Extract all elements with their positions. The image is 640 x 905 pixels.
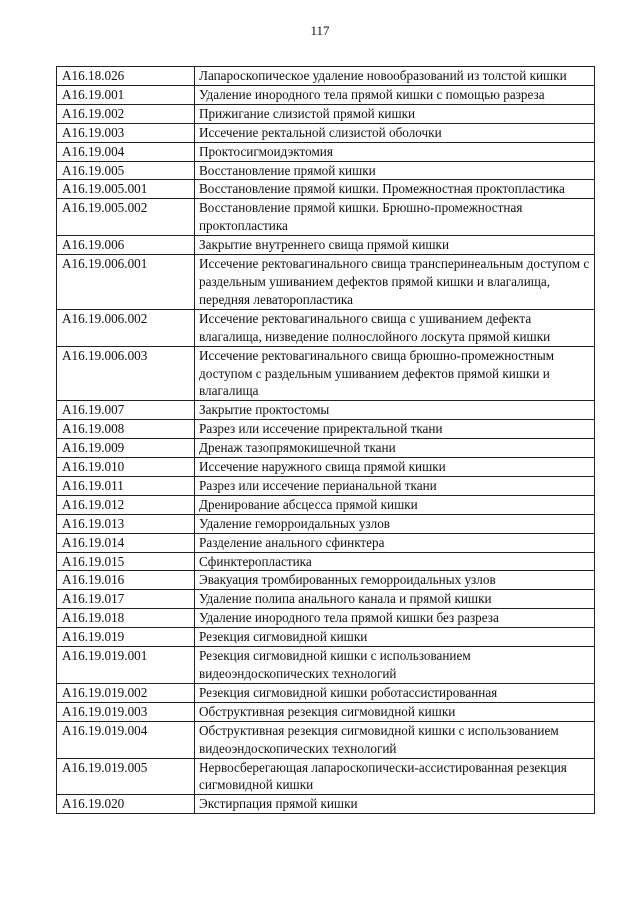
table-row <box>57 683 595 702</box>
procedure-code: A16.19.005.001 <box>57 180 195 199</box>
table-row <box>57 199 595 236</box>
table-row <box>57 609 595 628</box>
procedure-code: A16.18.026 <box>57 67 195 86</box>
procedure-name: Удаление полипа анального канала и прямой кишки <box>195 590 595 609</box>
procedure-name: Разделение анального сфинктера <box>195 533 595 552</box>
table-row <box>57 123 595 142</box>
procedure-name: Разрез или иссечение приректальной ткани <box>195 420 595 439</box>
procedure-name: Закрытие проктостомы <box>195 401 595 420</box>
procedure-code: A16.19.007 <box>57 401 195 420</box>
procedure-name: Восстановление прямой кишки. Промежностная проктопластика <box>195 180 595 199</box>
table-row <box>57 255 595 310</box>
procedure-code: A16.19.016 <box>57 571 195 590</box>
procedure-name: Иссечение ректовагинального свища брюшно-промежностным доступом с раздельным ушиванием дефектов прямой кишки и влагалища <box>195 346 595 401</box>
table-row <box>57 420 595 439</box>
procedure-code: A16.19.011 <box>57 476 195 495</box>
table-row <box>57 346 595 401</box>
procedure-code: A16.19.015 <box>57 552 195 571</box>
procedure-name: Экстирпация прямой кишки <box>195 795 595 814</box>
procedure-code: A16.19.006.001 <box>57 255 195 310</box>
table-row <box>57 495 595 514</box>
procedure-code: A16.19.018 <box>57 609 195 628</box>
table-row <box>57 104 595 123</box>
procedure-code-table <box>56 66 595 814</box>
procedure-code: A16.19.001 <box>57 85 195 104</box>
procedure-code: A16.19.012 <box>57 495 195 514</box>
procedure-code: A16.19.019.003 <box>57 702 195 721</box>
procedure-code: A16.19.006.002 <box>57 309 195 346</box>
procedure-name: Иссечение наружного свища прямой кишки <box>195 458 595 477</box>
procedure-name: Дренирование абсцесса прямой кишки <box>195 495 595 514</box>
procedure-name: Восстановление прямой кишки. Брюшно-промежностная проктопластика <box>195 199 595 236</box>
table-row <box>57 533 595 552</box>
procedure-name: Удаление инородного тела прямой кишки с помощью разреза <box>195 85 595 104</box>
procedure-code: A16.19.009 <box>57 439 195 458</box>
table-row <box>57 552 595 571</box>
table-row <box>57 439 595 458</box>
procedure-name: Лапароскопическое удаление новообразований из толстой кишки <box>195 67 595 86</box>
table-row <box>57 571 595 590</box>
procedure-table-container <box>56 66 594 814</box>
procedure-code: A16.19.004 <box>57 142 195 161</box>
procedure-code: A16.19.020 <box>57 795 195 814</box>
procedure-code: A16.19.005 <box>57 161 195 180</box>
procedure-code: A16.19.002 <box>57 104 195 123</box>
table-row <box>57 647 595 684</box>
procedure-code: A16.19.019.005 <box>57 758 195 795</box>
procedure-name: Резекция сигмовидной кишки с использованием видеоэндоскопических технологий <box>195 647 595 684</box>
procedure-name: Закрытие внутреннего свища прямой кишки <box>195 236 595 255</box>
procedure-name: Иссечение ректовагинального свища трансперинеальным доступом с раздельным ушиванием дефектов прямой кишки и влагалища, передняя леваторопластика <box>195 255 595 310</box>
procedure-table-body <box>57 67 595 814</box>
procedure-name: Удаление инородного тела прямой кишки без разреза <box>195 609 595 628</box>
procedure-name: Сфинктеропластика <box>195 552 595 571</box>
page-number: 117 <box>310 23 330 38</box>
procedure-code: A16.19.013 <box>57 514 195 533</box>
procedure-code: A16.19.010 <box>57 458 195 477</box>
table-row <box>57 85 595 104</box>
table-row <box>57 161 595 180</box>
procedure-code: A16.19.017 <box>57 590 195 609</box>
table-row <box>57 458 595 477</box>
procedure-code: A16.19.003 <box>57 123 195 142</box>
table-row <box>57 795 595 814</box>
procedure-code: A16.19.005.002 <box>57 199 195 236</box>
procedure-code: A16.19.019 <box>57 628 195 647</box>
procedure-code: A16.19.008 <box>57 420 195 439</box>
procedure-code: A16.19.014 <box>57 533 195 552</box>
table-row <box>57 67 595 86</box>
procedure-name: Обструктивная резекция сигмовидной кишки <box>195 702 595 721</box>
table-row <box>57 476 595 495</box>
table-row <box>57 590 595 609</box>
procedure-code: A16.19.019.004 <box>57 721 195 758</box>
table-row <box>57 702 595 721</box>
procedure-code: A16.19.006 <box>57 236 195 255</box>
procedure-name: Разрез или иссечение перианальной ткани <box>195 476 595 495</box>
table-row <box>57 721 595 758</box>
table-row <box>57 401 595 420</box>
procedure-name: Прижигание слизистой прямой кишки <box>195 104 595 123</box>
procedure-name: Нервосберегающая лапароскопически-ассистированная резекция сигмовидной кишки <box>195 758 595 795</box>
table-row <box>57 236 595 255</box>
table-row <box>57 142 595 161</box>
procedure-code: A16.19.019.002 <box>57 683 195 702</box>
procedure-name: Обструктивная резекция сигмовидной кишки с использованием видеоэндоскопических технологий <box>195 721 595 758</box>
table-row <box>57 180 595 199</box>
table-row <box>57 309 595 346</box>
procedure-name: Иссечение ректальной слизистой оболочки <box>195 123 595 142</box>
procedure-name: Проктосигмоидэктомия <box>195 142 595 161</box>
table-row <box>57 628 595 647</box>
procedure-name: Резекция сигмовидной кишки роботассистированная <box>195 683 595 702</box>
procedure-name: Резекция сигмовидной кишки <box>195 628 595 647</box>
procedure-name: Восстановление прямой кишки <box>195 161 595 180</box>
procedure-name: Эвакуация тромбированных геморроидальных узлов <box>195 571 595 590</box>
procedure-name: Удаление геморроидальных узлов <box>195 514 595 533</box>
procedure-code: A16.19.019.001 <box>57 647 195 684</box>
procedure-name: Дренаж тазопрямокишечной ткани <box>195 439 595 458</box>
procedure-name: Иссечение ректовагинального свища с ушиванием дефекта влагалища, низведение полнослойного лоскута прямой кишки <box>195 309 595 346</box>
table-row <box>57 758 595 795</box>
procedure-code: A16.19.006.003 <box>57 346 195 401</box>
table-row <box>57 514 595 533</box>
